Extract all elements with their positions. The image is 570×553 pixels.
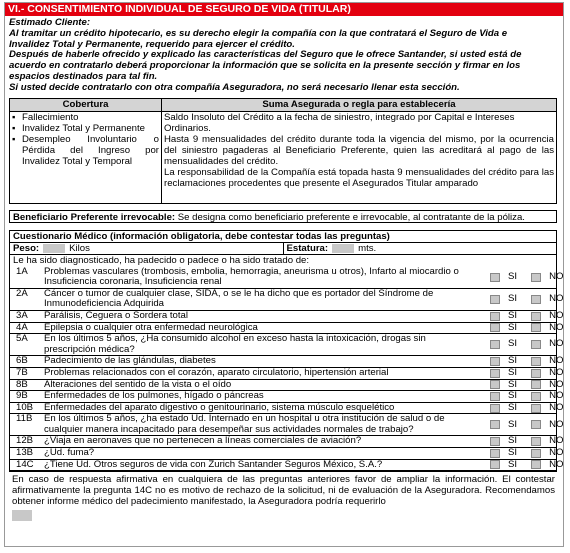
beneficiary-label: Beneficiario Preferente irrevocable: [13,211,176,223]
question-row [10,458,564,472]
yes-checkbox[interactable] [490,449,500,458]
no-checkbox[interactable] [531,323,541,332]
yes-label: SI [508,309,518,321]
question-text: Enfermedades de los pulmones, hígado o páncreas [44,390,264,402]
question-text: En los últimos 5 años, ¿Ha consumido alcohol en exceso hasta la intoxicación, drogas sin prescripción médica? [44,333,426,355]
no-checkbox[interactable] [531,380,541,389]
answer-group [478,289,563,310]
question-text: Enfermedades del aparato digestivo o genitourinario, sistema músculo esquelético [44,401,395,413]
question-text: En los últimos 5 años, ¿ha estado Ud. Internado en un hospital u otra institución de salud o de cualquier manera incapacitado para desempeñar sus actividades normales de trabajo? [44,413,445,435]
no-checkbox[interactable] [531,449,541,458]
no-label: NO [549,390,564,402]
yes-label: SI [508,338,518,350]
yes-checkbox[interactable] [490,404,500,413]
intro-text [5,16,563,94]
no-checkbox[interactable] [531,460,541,469]
coverage-table [9,98,557,204]
answer-group [478,436,563,447]
no-checkbox[interactable] [531,357,541,366]
question-code: 8B [16,378,28,390]
question-text: Cáncer o tumor de cualquier clase, SIDA, o se le ha dicho que es portador del Síndrome de Inmunodeficiencia Adquirida [44,287,434,310]
yes-label: SI [508,270,518,282]
question-code: 4A [16,321,28,333]
sum-insured-header: Suma Asegurada o regla para establecería [162,98,557,111]
coverage-cell: ▪ Fallecimiento ▪ Invalidez Total y Permanente [10,111,162,134]
question-row [10,265,564,289]
question-text: Problemas vasculares (trombosis, embolia, hemorragia, aneurisma u otros), Infarto al miocardio o Insuficiencia coronaria, Insuficiencia renal [44,265,459,288]
yes-label: SI [508,447,518,459]
yes-label: SI [508,366,518,378]
no-label: NO [549,293,564,305]
coverage-header: Cobertura [10,98,162,111]
no-checkbox[interactable] [531,437,541,446]
sum-cell [162,111,557,134]
answer-group [478,323,563,334]
coverage-name: Fallecimiento [22,111,79,123]
yes-label: SI [508,458,518,470]
sum-text: Hasta 9 mensualidades del crédito durante toda la vigencia del mismo, por la ocurrencia del siniestro pagaderas al Beneficiario Preferente, quien las acreditará al pago de las mensualidades del crédito. [164,133,554,167]
yes-checkbox[interactable] [490,312,500,321]
sum-cell [162,134,557,204]
question-code: 2A [16,287,28,299]
no-label: NO [549,418,564,430]
question-code: 5A [16,333,28,345]
yes-checkbox[interactable] [490,420,500,429]
yes-label: SI [508,401,518,413]
no-label: NO [549,309,564,321]
question-row [10,447,564,460]
weight-height-row [9,242,557,255]
question-row [10,309,564,323]
answer-group [478,311,563,322]
no-label: NO [549,321,564,333]
answer-group [478,334,563,355]
no-label: NO [549,366,564,378]
yes-checkbox[interactable] [490,273,500,282]
question-row [10,390,564,403]
no-checkbox[interactable] [531,273,541,282]
question-row [10,366,564,380]
answer-group [478,380,563,391]
question-text: Alteraciones del sentido de la vista o el oído [44,378,232,390]
question-code: 1A [16,265,28,277]
no-label: NO [549,458,564,470]
answer-group [478,391,563,402]
coverage-name: Desempleo Involuntario o Pérdida del Ingreso por Invalidez Total y Temporal [22,133,159,167]
no-checkbox[interactable] [531,420,541,429]
answer-group [478,460,563,471]
beneficiary-row [9,210,557,223]
no-label: NO [549,270,564,282]
yes-checkbox[interactable] [490,357,500,366]
section-title: VI.- CONSENTIMIENTO INDIVIDUAL DE SEGURO DE VIDA (TITULAR) [5,3,563,16]
question-text: Problemas relacionados con el corazón, aparato circulatorio, hipertensión arterial [44,366,389,378]
yes-checkbox[interactable] [490,295,500,304]
answer-group [478,448,563,459]
height-cell [283,243,557,254]
sum-text: Saldo Insoluto del Crédito a la fecha de siniestro, integrado por Capital e Intereses [164,111,515,123]
no-checkbox[interactable] [531,404,541,413]
coverage-cell: ▪ Desempleo Involuntario o Pérdida del Ingreso por Invalidez Total y Temporal [10,134,162,204]
intro-line: Al tramitar un crédito hipotecario, es su derecho elegir la compañía con la que contratará el Seguro de Vida e [9,27,508,39]
question-text: ¿Tiene Ud. Otros seguros de vida con Zurich Santander Seguros México, S.A.? [44,458,383,470]
beneficiary-text: Se designa como beneficiario preferente e irrevocable, al contratante de la póliza. [177,211,525,223]
yes-checkbox[interactable] [490,380,500,389]
question-list [9,265,564,473]
yes-label: SI [508,321,518,333]
yes-checkbox[interactable] [490,323,500,332]
question-code: 3A [16,309,28,321]
question-code: 6B [16,355,28,367]
no-label: NO [549,447,564,459]
no-label: NO [549,378,564,390]
no-label: NO [549,355,564,367]
question-row [10,287,564,311]
question-text: ¿Viaja en aeronaves que no pertenecen a líneas comerciales de aviación? [44,435,362,447]
answer-group [478,368,563,379]
question-code: 13B [16,447,34,459]
weight-field[interactable] [43,244,65,253]
consent-form [4,2,564,547]
intro-line: acuerdo en contratarlo deberá proporcionar la información que se solicita en la presente sección y firmar en los [9,60,521,72]
question-code: 7B [16,366,28,378]
question-row [10,413,564,436]
question-code: 12B [16,435,34,447]
question-text: ¿Ud. fuma? [44,447,95,459]
yes-checkbox[interactable] [490,340,500,349]
yes-label: SI [508,355,518,367]
no-checkbox[interactable] [531,340,541,349]
yes-checkbox[interactable] [490,437,500,446]
question-text: Parálisis, Ceguera o Sordera total [44,309,188,321]
weight-unit: Kilos [69,242,90,254]
weight-label: Peso: [13,242,40,254]
height-field[interactable] [332,244,354,253]
yes-label: SI [508,418,518,430]
intro-line: Invalidez Total y Permanente, requerido para ejercer el crédito. [9,38,295,50]
question-text: Epilepsia o cualquier otra enfermedad neurológica [44,321,258,333]
no-checkbox[interactable] [531,312,541,321]
coverage-name: Invalidez Total y Permanente [22,122,146,134]
questionnaire-title: Cuestionario Médico (información obligatoria, debe contestar todas las preguntas) [9,230,557,242]
yes-label: SI [508,435,518,447]
yes-label: SI [508,390,518,402]
yes-checkbox[interactable] [490,392,500,401]
height-label: Estatura: [286,242,329,254]
question-text: Padecimiento de las glándulas, diabetes [44,355,216,367]
intro-line: Después de haberle ofrecido y explicado las características del Seguro que le ofrece Santander, si usted está de [9,49,522,61]
question-code: 11B [16,413,33,425]
sum-text: Ordinarios. [164,122,211,134]
intro-line: Estimado Cliente: [9,17,91,28]
weight-cell [10,243,283,254]
no-checkbox[interactable] [531,369,541,378]
no-label: NO [549,435,564,447]
no-checkbox[interactable] [531,295,541,304]
footer-text: En caso de respuesta afirmativa en cualquiera de las preguntas anteriores favor de ampliar la información. El contestar afirmativamente la pregunta 14C no es motivo de rechazo de la solicitud, ni de evaluación de la Aseguradora. Recomendamos obtener informe médico del padecimiento manifestado, la Aseguradora podría requerirlo [12,474,555,508]
question-code: 10B [16,401,34,413]
answer-group [478,403,563,414]
sum-text: La responsabilidad de la Compañía está topada hasta 9 mensualidades del crédito para las reclamaciones procedentes que presente el Asegurados Titular amparado [164,166,554,189]
no-label: NO [549,401,564,413]
no-checkbox[interactable] [531,392,541,401]
question-code: 9B [16,390,28,402]
yes-checkbox[interactable] [490,369,500,378]
answer-group [478,414,563,435]
question-row [10,333,564,356]
answer-group [478,356,563,367]
yes-label: SI [508,293,518,305]
intro-line: espacios destinados para tal fin. [9,70,158,82]
questionnaire-intro: Le ha sido diagnosticado, ha padecido o padece o ha sido tratado de: [9,255,557,267]
intro-line: Si usted decide contratarlo con otra compañía Aseguradora, no será necesario llenar esta sección. [9,81,460,93]
question-code: 14C [16,458,34,470]
yes-checkbox[interactable] [490,460,500,469]
yes-label: SI [508,378,518,390]
answer-group [478,267,563,288]
additional-info-field[interactable] [12,510,32,521]
no-label: NO [549,338,564,350]
height-unit: mts. [358,242,377,254]
